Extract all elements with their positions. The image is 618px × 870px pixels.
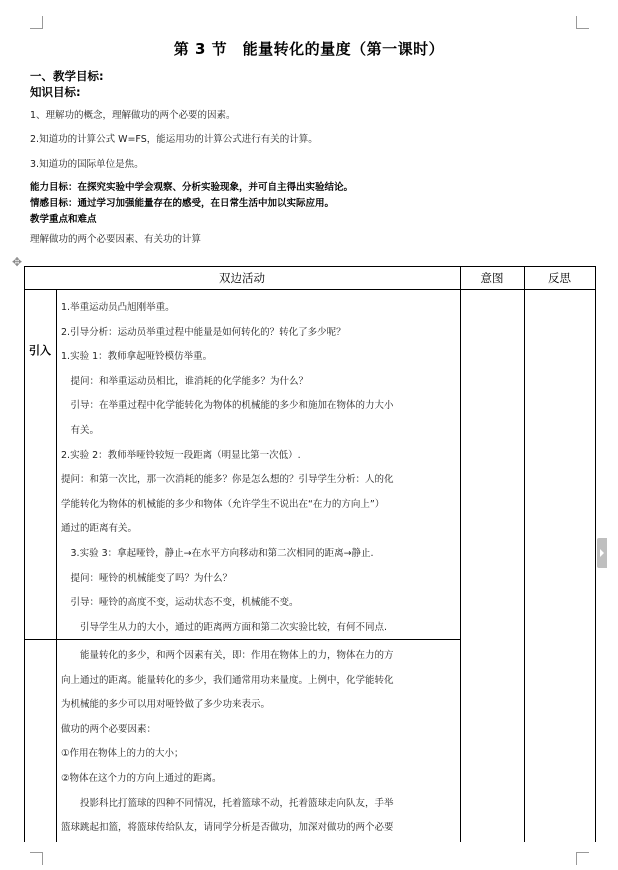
row-label-introduction: 引入 [29, 344, 51, 357]
section-heading-objectives: 一、教学目标: [30, 69, 104, 83]
knowledge-item: 1、理解功的概念，理解做功的两个必要的因素。 [30, 110, 236, 121]
activity-line: 向上通过的距离。能量转化的多少，我们通常用功来量度。上例中，化学能转化 [61, 674, 394, 686]
page-title: 第 3 节 能量转化的量度（第一课时） [173, 40, 445, 58]
activity-line: 引导：哑铃的高度不变，运动状态不变，机械能不变。 [61, 597, 299, 609]
key-points-text: 理解做功的两个必要因素、有关功的计算 [30, 234, 202, 245]
page-corner-mark [576, 16, 589, 29]
page-corner-mark [576, 852, 589, 865]
introduction-activity-cell [61, 296, 457, 640]
activity-line: 做功的两个必要因素： [61, 723, 157, 735]
activity-line: 有关。 [61, 424, 100, 436]
emotion-objective: 情感目标：通过学习加强能量存在的感受，在日常生活中加以实际应用。 [30, 198, 335, 209]
activity-line: 能量转化的多少，和两个因素有关，即：作用在物体上的力，物体在力的方 [61, 650, 394, 661]
column-header-reflection: 反思 [548, 271, 571, 285]
activity-line: 投影科比打篮球的四种不同情况，托着篮球不动，托着篮球走向队友，手举 [61, 797, 394, 809]
activity-line: 通过的距离有关。 [61, 523, 138, 535]
activity-line: 提问：哑铃的机械能变了吗？为什么？ [61, 572, 233, 584]
activity-line: 引导学生从力的大小，通过的距离两方面和第二次实验比较，有何不同点. [61, 621, 388, 633]
knowledge-heading: 知识目标: [30, 85, 81, 99]
work-concept-activity-cell [61, 644, 457, 841]
activity-line: ②物体在这个力的方向上通过的距离。 [61, 772, 222, 784]
activity-line: 学能转化为物体的机械能的多少和物体（允许学生不说出在“在力的方向上”） [61, 498, 385, 510]
activity-line: ①作用在物体上的力的大小； [61, 748, 184, 760]
key-points-heading: 教学重点和难点 [30, 214, 97, 225]
ability-objective: 能力目标：在探究实验中学会观察、分析实验现象，并可自主得出实验结论。 [30, 182, 354, 193]
activity-line: 篮球跳起扣篮，将篮球传给队友，请同学分析是否做功，加深对做功的两个必要 [61, 822, 394, 834]
table-move-handle-icon[interactable]: ✥ [11, 255, 23, 269]
knowledge-item: 3.知道功的国际单位是焦。 [30, 159, 144, 170]
page-corner-mark [30, 16, 43, 29]
activity-line: 为机械能的多少可以用对哑铃做了多少功来表示。 [61, 699, 271, 711]
activity-line: 提问：和第一次比，那一次消耗的能多？你是怎么想的？引导学生分析：人的化 [61, 474, 394, 486]
page-corner-mark [30, 852, 43, 865]
knowledge-item: 2.知道功的计算公式 W=FS，能运用功的计算公式进行有关的计算。 [30, 134, 318, 145]
activity-line: 1.实验 1：教师拿起哑铃模仿举重。 [61, 351, 213, 363]
activity-line: 1.举重运动员凸旭刚举重。 [61, 302, 175, 313]
activity-line: 2.实验 2：教师举哑铃较短一段距离（明显比第一次低）. [61, 449, 301, 461]
activity-line: 2.引导分析：运动员举重过程中能量是如何转化的？转化了多少呢？ [61, 326, 346, 338]
activity-line: 3.实验 3：拿起哑铃，静止→在水平方向移动和第二次相同的距离→静止. [61, 547, 374, 559]
column-header-intent: 意图 [480, 271, 504, 285]
side-panel-expand-button[interactable] [597, 538, 607, 568]
column-header-activity: 双边活动 [219, 271, 265, 285]
activity-line: 提问：和举重运动员相比，谁消耗的化学能多？为什么？ [61, 375, 309, 387]
activity-line: 引导：在举重过程中化学能转化为物体的机械能的多少和施加在物体的力大小 [61, 400, 394, 412]
